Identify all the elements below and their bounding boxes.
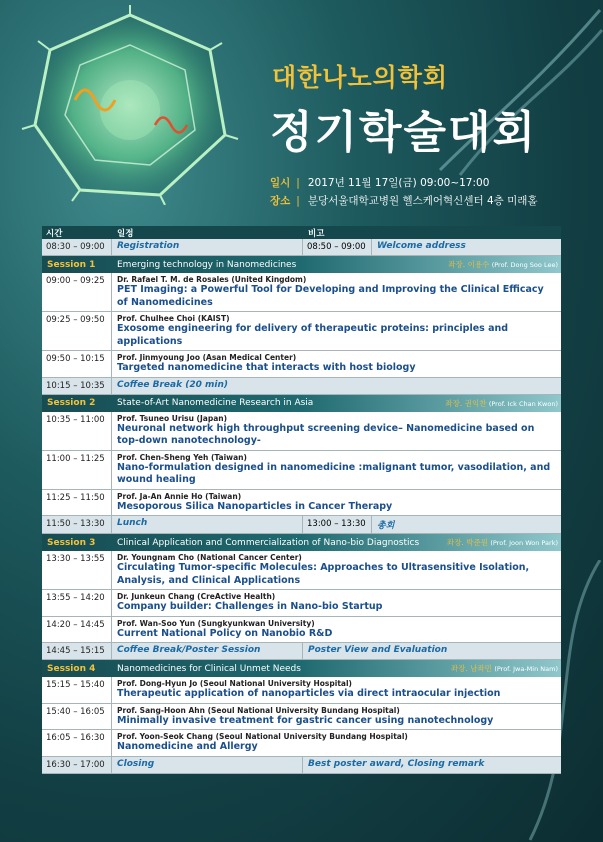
chair: 좌장. 박준원 (Prof. Joon Won Park): [446, 538, 558, 547]
chair: 좌장. 이용수 (Prof. Dong Soo Lee): [448, 260, 558, 269]
table-row: 10:35 – 11:00 Prof. Tsuneo Urisu (Japan) Neuronal network high throughput screening device– Nanomedicine based on top-down nanotechnology-: [42, 412, 561, 451]
chair: 좌장. 남좌민 (Prof. Jwa-Min Nam): [450, 664, 558, 673]
table-row: 10:15 – 10:35 Coffee Break (20 min): [42, 378, 561, 395]
col-time: 시간: [46, 228, 63, 239]
table-row: 11:00 – 11:25 Prof. Chen-Sheng Yeh (Taiwan) Nano-formulation designed in nanomedicine :malignant tumor, vasodilation, and wound healing: [42, 451, 561, 490]
table-row: 08:30 – 09:00 Registration 08:50 – 09:00 Welcome address: [42, 239, 561, 256]
table-row: 15:15 – 15:40 Prof. Dong-Hyun Jo (Seoul National University Hospital) Therapeutic application of nanoparticles via direct intraocular injection: [42, 677, 561, 704]
session-header: Session 2 State-of-Art Nanomedicine Research in Asia 좌장. 권익찬 (Prof. Ick Chan Kwon): [42, 395, 561, 412]
table-row: 14:20 – 14:45 Prof. Wan-Soo Yun (Sungkyunkwan University) Current National Policy on Nanobio R&D: [42, 617, 561, 644]
table-row: 11:50 – 13:30 Lunch 13:00 – 13:30 총회: [42, 516, 561, 534]
program-table: [42, 226, 561, 774]
table-row: 13:30 – 13:55 Dr. Youngnam Cho (National Cancer Center) Circulating Tumor-specific Molecules: Approaches to Ultrasensitive Isolation, Analysis, and Clinical Applications: [42, 551, 561, 590]
table-row: 13:55 – 14:20 Dr. Junkeun Chang (CreActive Health) Company builder: Challenges in Nano-bio Startup: [42, 590, 561, 617]
table-row: 11:25 – 11:50 Prof. Ja-An Annie Ho (Taiwan) Mesoporous Silica Nanoparticles in Cancer Therapy: [42, 490, 561, 517]
col-program: 일정: [117, 228, 134, 239]
session-header: Session 1 Emerging technology in Nanomedicines 좌장. 이용수 (Prof. Dong Soo Lee): [42, 256, 561, 273]
table-row: 09:50 – 10:15 Prof. Jinmyoung Joo (Asan Medical Center) Targeted nanomedicine that interacts with host biology: [42, 351, 561, 378]
session-header: Session 3 Clinical Application and Commercialization of Nano-bio Diagnostics 좌장. 박준원 (Prof. Joon Won Park): [42, 534, 561, 551]
event-place: 장소 | 분당서울대학교병원 헬스케어혁신센터 4층 미래홀: [270, 195, 538, 207]
event-title: 정기학술대회: [270, 107, 538, 158]
table-row: 15:40 – 16:05 Prof. Sang-Hoon Ahn (Seoul National University Bundang Hospital) Minimally invasive treatment for gastric cancer using nanotechnology: [42, 704, 561, 731]
table-row: 16:30 – 17:00 Closing Best poster award, Closing remark: [42, 757, 561, 774]
chair: 좌장. 권익찬 (Prof. Ick Chan Kwon): [445, 398, 558, 408]
session-header: Session 4 Nanomedicines for Clinical Unmet Needs 좌장. 남좌민 (Prof. Jwa-Min Nam): [42, 660, 561, 677]
table-row: 09:00 – 09:25 Dr. Rafael T. M. de Rosales (United Kingdom) PET Imaging: a Powerful Tool for Developing and Improving the Clinical Efficacy of Nanomedicines: [42, 273, 561, 312]
table-row: 16:05 – 16:30 Prof. Yoon-Seok Chang (Seoul National University Bundang Hospital) Nanomedicine and Allergy: [42, 730, 561, 757]
society-name: 대한나노의학회: [272, 63, 449, 92]
event-date: 일시 | 2017년 11월 17일(금) 09:00~17:00: [270, 177, 490, 189]
virus-illustration: [10, 5, 250, 205]
table-row: 09:25 – 09:50 Prof. Chulhee Choi (KAIST) Exosome engineering for delivery of therapeutic proteins: principles and applications: [42, 312, 561, 351]
table-row: 14:45 – 15:15 Coffee Break/Poster Session Poster View and Evaluation: [42, 643, 561, 660]
table-header: [42, 226, 561, 239]
col-note: 비고: [308, 228, 325, 239]
